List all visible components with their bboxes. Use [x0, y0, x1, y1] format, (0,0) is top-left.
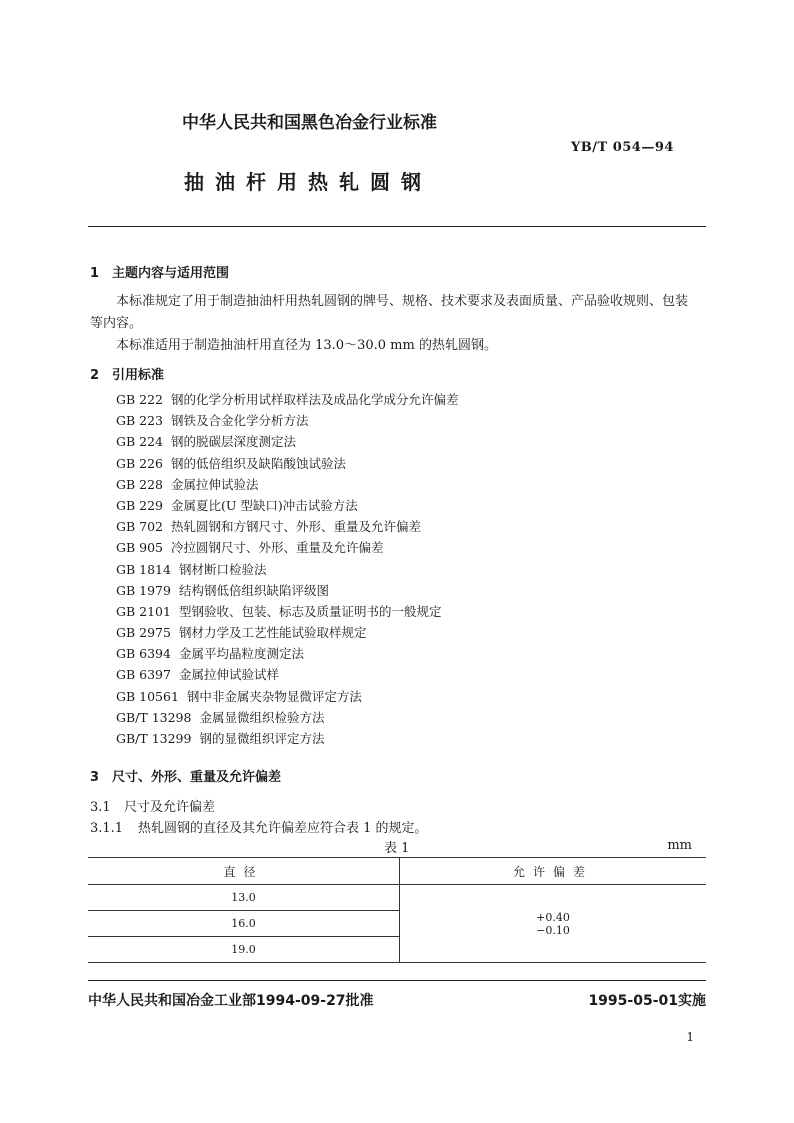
document-title: 抽油杆用热轧圆钢 — [184, 170, 432, 194]
ref-title: 热轧圆钢和方钢尺寸、外形、重量及允许偏差 — [171, 519, 422, 535]
subsection-3-1 — [90, 796, 215, 815]
subsection-3-1-1-number: 3.1.1 — [90, 821, 124, 836]
ref-title: 钢的化学分析用试样取样法及成品化学成分允许偏差 — [171, 392, 459, 407]
table-header-row — [88, 858, 706, 885]
list-item — [116, 431, 459, 452]
ref-code: GB 228 — [116, 476, 164, 492]
issuing-organization: 中华人民共和国黑色冶金行业标准 — [182, 113, 437, 133]
ref-code: GB 222 — [116, 392, 164, 407]
list-item — [116, 622, 459, 643]
list-item — [116, 580, 459, 601]
ref-title: 金属拉伸试验法 — [171, 476, 259, 492]
ref-code: GB/T 13298 — [116, 709, 192, 725]
section-2-number: 2 — [90, 368, 100, 383]
ref-code: GB 702 — [116, 519, 164, 535]
tolerance-cell — [400, 885, 707, 963]
table-row — [88, 885, 706, 911]
diameter-cell: 19.0 — [88, 937, 400, 963]
ref-code: GB 2101 — [116, 603, 171, 619]
ref-title: 钢中非金属夹杂物显微评定方法 — [186, 688, 362, 704]
section-1-para2: 本标准适用于制造抽油杆用直径为 13.0～30.0 mm 的热轧圆钢。 — [116, 338, 497, 353]
table-caption: 表 1 — [384, 841, 410, 856]
ref-title: 钢的低倍组织及缺陷酸蚀试验法 — [171, 455, 347, 471]
subsection-3-1-number: 3.1 — [90, 800, 111, 815]
page-number: 1 — [686, 1030, 694, 1044]
list-item — [116, 537, 459, 558]
section-2-heading — [90, 364, 164, 383]
list-item — [116, 516, 459, 537]
diameter-tolerance-table — [88, 857, 706, 963]
list-item — [116, 601, 459, 622]
ref-code: GB 2975 — [116, 625, 171, 641]
list-item — [116, 707, 459, 728]
table-unit: mm — [667, 838, 692, 853]
effective-date: 1995-05-01实施 — [588, 993, 706, 1009]
ref-title: 结构钢低倍组织缺陷评级图 — [178, 582, 329, 598]
ref-title: 金属平均晶粒度测定法 — [178, 646, 304, 662]
ref-title: 冷拉圆钢尺寸、外形、重量及允许偏差 — [171, 540, 384, 556]
ref-code: GB/T 13299 — [116, 731, 192, 746]
list-item — [116, 453, 459, 474]
ref-title: 钢材断口检验法 — [178, 561, 267, 577]
list-item — [116, 559, 459, 580]
ref-title: 型钢验收、包装、标志及质量证明书的一般规定 — [178, 603, 442, 619]
ref-code: GB 226 — [116, 455, 164, 471]
ref-code: GB 1814 — [116, 561, 171, 577]
section-1-heading — [90, 262, 229, 281]
approval-statement: 中华人民共和国冶金工业部1994-09-27批准 — [88, 993, 374, 1009]
reference-list — [116, 389, 459, 749]
ref-title: 钢的脱碳层深度测定法 — [171, 434, 297, 450]
list-item — [116, 728, 459, 749]
ref-code: GB 6394 — [116, 646, 171, 662]
tolerance-minus: −0.10 — [536, 923, 570, 937]
section-1-para1-line1: 本标准规定了用于制造抽油杆用热轧圆钢的牌号、规格、技术要求及表面质量、产品验收规则、包装 — [116, 294, 689, 309]
ref-code: GB 1979 — [116, 582, 171, 598]
ref-code: GB 223 — [116, 413, 164, 429]
section-1-title: 主题内容与适用范围 — [112, 266, 230, 281]
header-divider — [88, 226, 706, 227]
list-item — [116, 389, 459, 410]
ref-code: GB 10561 — [116, 688, 179, 704]
list-item — [116, 410, 459, 431]
list-item — [116, 495, 459, 516]
ref-code: GB 224 — [116, 434, 164, 450]
list-item — [116, 686, 459, 707]
diameter-cell: 16.0 — [88, 911, 400, 937]
ref-code: GB 6397 — [116, 667, 171, 683]
standard-code: YB/T 054—94 — [571, 140, 674, 155]
col-header-tolerance: 允许偏差 — [400, 858, 707, 885]
section-3-number: 3 — [90, 770, 100, 785]
list-item — [116, 643, 459, 664]
ref-title: 钢材力学及工艺性能试验取样规定 — [178, 625, 367, 641]
ref-title: 金属显微组织检验方法 — [199, 709, 325, 725]
ref-code: GB 229 — [116, 497, 164, 513]
section-3-heading — [90, 766, 281, 785]
section-3-title: 尺寸、外形、重量及允许偏差 — [112, 770, 282, 785]
footer-divider — [88, 980, 706, 981]
ref-code: GB 905 — [116, 540, 164, 556]
ref-title: 钢铁及合金化学分析方法 — [171, 413, 309, 429]
section-1-para1-line2: 等内容。 — [90, 316, 143, 331]
ref-title: 钢的显微组织评定方法 — [199, 731, 325, 746]
list-item — [116, 474, 459, 495]
col-header-diameter: 直径 — [88, 858, 400, 885]
subsection-3-1-title: 尺寸及允许偏差 — [124, 800, 216, 815]
list-item — [116, 664, 459, 685]
tolerance-plus: +0.40 — [536, 910, 570, 924]
ref-title: 金属夏比(U 型缺口)冲击试验方法 — [171, 497, 358, 513]
subsection-3-1-1-text: 热轧圆钢的直径及其允许偏差应符合表 1 的规定。 — [138, 821, 428, 836]
diameter-cell: 13.0 — [88, 885, 400, 911]
section-2-title: 引用标准 — [112, 368, 165, 383]
ref-title: 金属拉伸试验试样 — [178, 667, 279, 683]
section-1-number: 1 — [90, 266, 100, 281]
subsection-3-1-1 — [90, 817, 428, 836]
